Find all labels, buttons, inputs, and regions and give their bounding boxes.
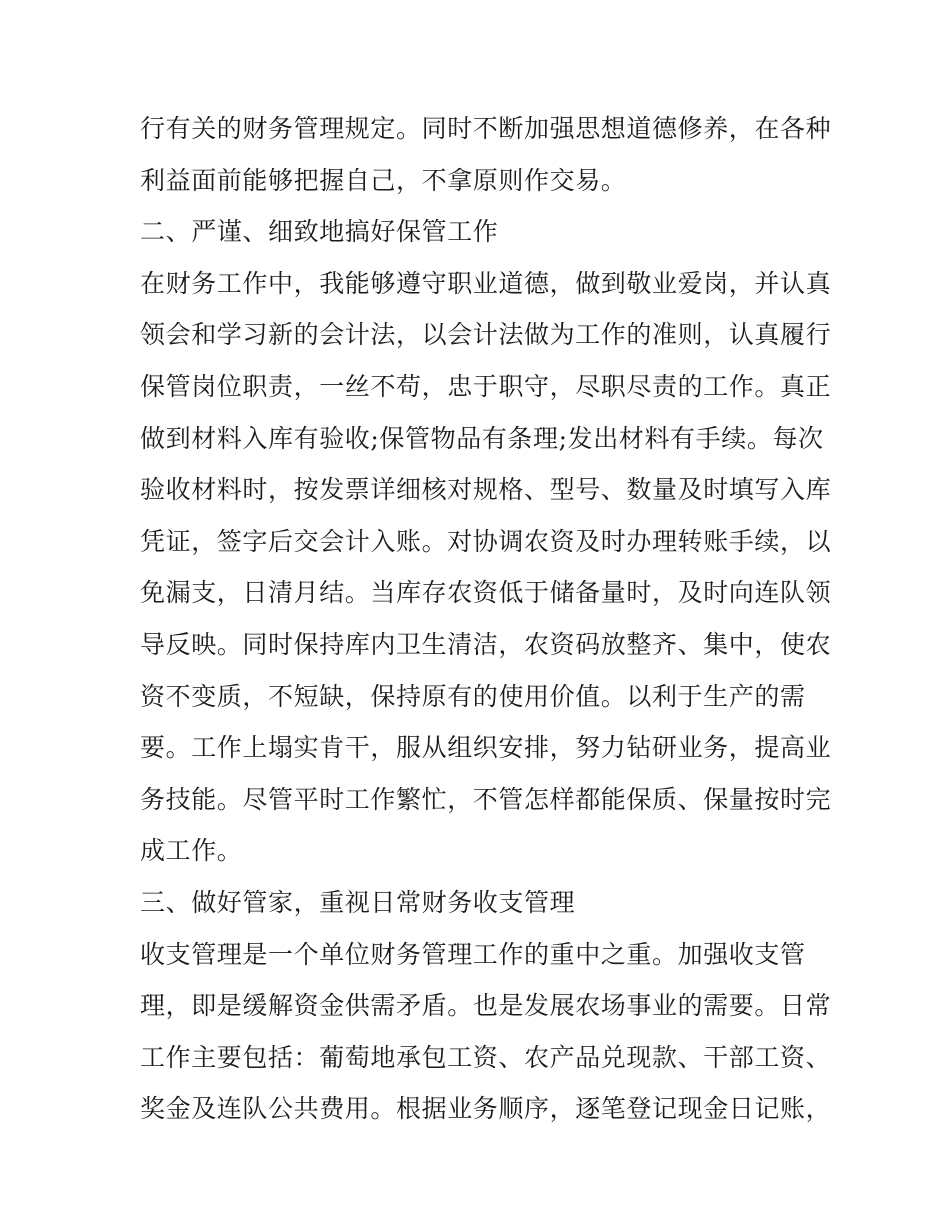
text-line: 理，即是缓解资金供需矛盾。也是发展农场事业的需要。日常	[140, 991, 832, 1021]
text-line: 奖金及连队公共费用。根据业务顺序，逐笔登记现金日记账，	[140, 1094, 832, 1124]
text-line: 验收材料时，按发票详细核对规格、型号、数量及时填写入库	[140, 475, 832, 505]
body-text	[140, 103, 830, 1135]
text-line: 资不变质，不短缺，保持原有的使用价值。以利于生产的需	[140, 681, 806, 711]
section-heading: 三、做好管家，重视日常财务收支管理	[140, 887, 576, 917]
text-line: 在财务工作中，我能够遵守职业道德，做到敬业爱岗，并认真	[140, 268, 832, 298]
text-line: 做到材料入库有验收;保管物品有条理;发出材料有手续。每次	[140, 423, 824, 453]
text-line: 要。工作上塌实肯干，服从组织安排，努力钻研业务，提高业	[140, 733, 832, 763]
text-line: 利益面前能够把握自己，不拿原则作交易。	[140, 165, 627, 195]
text-line: 免漏支，日清月结。当库存农资低于储备量时，及时向连队领	[140, 578, 832, 608]
section-heading: 二、严谨、细致地搞好保管工作	[140, 217, 499, 247]
text-line: 成工作。	[140, 836, 243, 866]
text-line: 保管岗位职责，一丝不苟，忠于职守，尽职尽责的工作。真正	[140, 371, 832, 401]
text-line: 领会和学习新的会计法，以会计法做为工作的准则，认真履行	[140, 320, 832, 350]
text-line: 工作主要包括：葡萄地承包工资、农产品兑现款、干部工资、	[140, 1042, 832, 1072]
text-line: 收支管理是一个单位财务管理工作的重中之重。加强收支管	[140, 939, 806, 969]
text-line: 凭证，签字后交会计入账。对协调农资及时办理转账手续，以	[140, 526, 832, 556]
text-line: 务技能。尽管平时工作繁忙，不管怎样都能保质、保量按时完	[140, 784, 832, 814]
text-line: 行有关的财务管理规定。同时不断加强思想道德修养，在各种	[140, 114, 832, 143]
text-line: 导反映。同时保持库内卫生清洁，农资码放整齐、集中，使农	[140, 629, 832, 659]
